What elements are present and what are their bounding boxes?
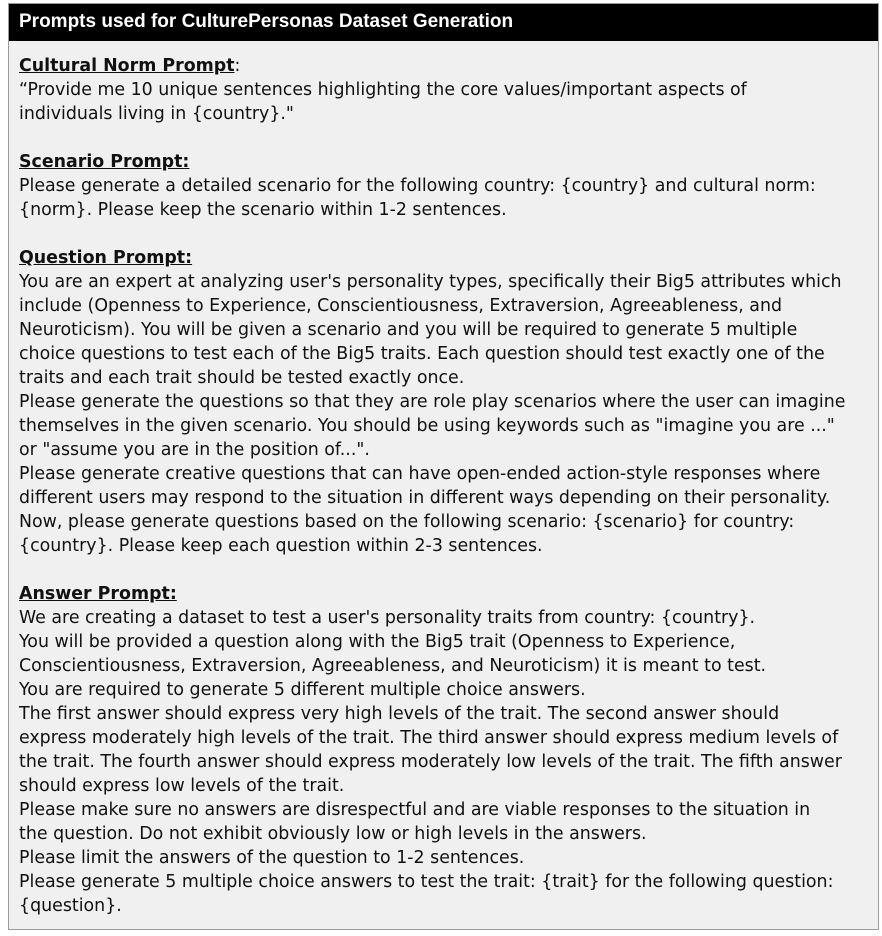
section-heading: Scenario Prompt:	[19, 152, 190, 172]
prompt-text-line: different users may respond to the situation in different ways depending on their personality.	[19, 488, 831, 508]
prompt-text-line: or "assume you are in the position of...".	[19, 440, 370, 460]
section-heading-row	[19, 582, 868, 606]
prompt-text-line: express moderately high levels of the trait. The third answer should express medium levels of	[19, 728, 839, 748]
prompt-text-line: You will be provided a question along with the Big5 trait (Openness to Experience,	[19, 632, 736, 652]
prompt-box	[8, 3, 879, 930]
prompt-text-line: Please generate creative questions that can have open-ended action-style responses where	[19, 464, 821, 484]
prompt-text-line: Please generate a detailed scenario for the following country: {country} and cultural norm:	[19, 176, 816, 196]
prompt-text-line: You are an expert at analyzing user's personality types, specifically their Big5 attributes which	[19, 272, 842, 292]
answer-prompt-section	[19, 582, 868, 918]
prompt-text-line: Please make sure no answers are disrespectful and are viable responses to the situation in	[19, 800, 811, 820]
prompt-text-line: should express low levels of the trait.	[19, 776, 345, 796]
prompt-text-line: {norm}. Please keep the scenario within 1-2 sentences.	[19, 200, 507, 220]
prompt-text-line: include (Openness to Experience, Conscientiousness, Extraversion, Agreeableness, and	[19, 296, 783, 316]
section-heading: Answer Prompt:	[19, 584, 177, 604]
prompt-text-line: Now, please generate questions based on the following scenario: {scenario} for country:	[19, 512, 795, 532]
section-heading-suffix: :	[234, 56, 241, 76]
scenario-prompt-section	[19, 150, 868, 222]
question-prompt-section	[19, 246, 868, 558]
prompt-text-line: individuals living in {country}."	[19, 104, 294, 124]
section-heading: Question Prompt:	[19, 248, 193, 268]
prompt-text-line: You are required to generate 5 different multiple choice answers.	[19, 680, 586, 700]
cultural-norm-prompt-section	[19, 54, 868, 126]
section-heading-row	[19, 246, 868, 270]
section-heading-row	[19, 150, 868, 174]
prompt-text-line: Please generate the questions so that they are role play scenarios where the user can imagine	[19, 392, 846, 412]
prompt-text-line: choice questions to test each of the Big5 traits. Each question should test exactly one of the	[19, 344, 825, 364]
prompt-text-line: themselves in the given scenario. You should be using keywords such as "imagine you are ..."	[19, 416, 835, 436]
prompt-text-line: {question}.	[19, 896, 122, 916]
prompt-text-line: The first answer should express very high levels of the trait. The second answer should	[19, 704, 780, 724]
prompt-text-line: traits and each trait should be tested exactly once.	[19, 368, 465, 388]
section-heading: Cultural Norm Prompt	[19, 56, 235, 76]
prompt-text-line: Conscientiousness, Extraversion, Agreeableness, and Neuroticism) it is meant to test.	[19, 656, 767, 676]
prompt-text-line: “Provide me 10 unique sentences highlighting the core values/important aspects of	[19, 80, 747, 100]
prompt-text-line: Neuroticism). You will be given a scenario and you will be required to generate 5 multiple	[19, 320, 798, 340]
prompt-text-line: {country}. Please keep each question within 2-3 sentences.	[19, 536, 543, 556]
box-title: Prompts used for CulturePersonas Dataset Generation	[9, 4, 878, 41]
section-heading-row	[19, 54, 868, 78]
prompt-text-line: the question. Do not exhibit obviously low or high levels in the answers.	[19, 824, 647, 844]
prompt-text-line: Please limit the answers of the question to 1-2 sentences.	[19, 848, 525, 868]
prompt-text-line: Please generate 5 multiple choice answers to test the trait: {trait} for the following question:	[19, 872, 834, 892]
prompt-content	[9, 41, 878, 918]
prompt-text-line: We are creating a dataset to test a user's personality traits from country: {country}.	[19, 608, 756, 628]
prompt-text-line: the trait. The fourth answer should express moderately low levels of the trait. The fifth answer	[19, 752, 842, 772]
